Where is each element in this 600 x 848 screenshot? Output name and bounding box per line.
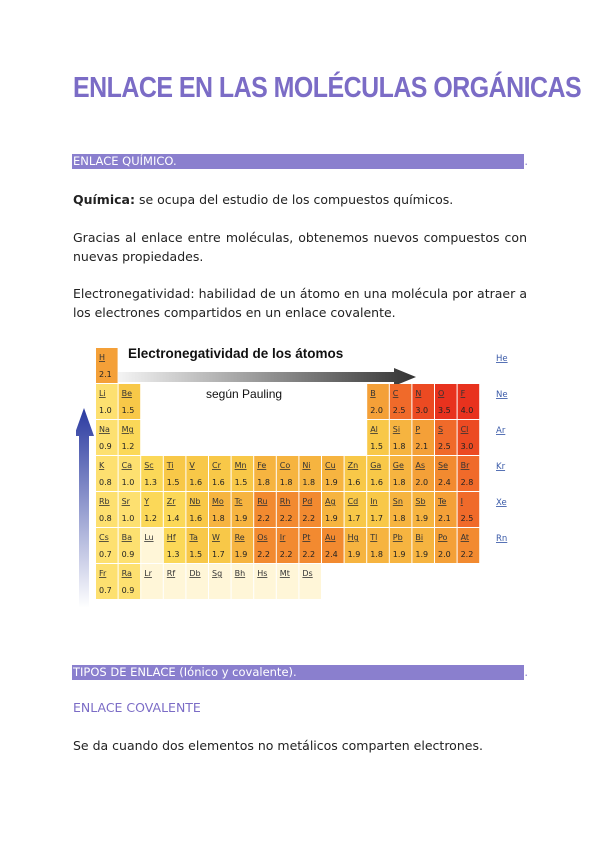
electronegativity-value: 1.9 [392,550,406,559]
term-quimica: Química: [73,192,135,207]
element-symbol: Ge [392,461,404,470]
element-symbol: Cd [347,497,359,506]
element-symbol: W [212,533,220,542]
electronegativity-value: 1.6 [370,478,383,487]
element-symbol: Rh [279,497,291,506]
element-symbol: Bh [234,569,246,578]
electronegativity-value: 1.5 [189,550,203,559]
element-symbol: Au [325,533,336,542]
element-symbol: Hg [347,533,359,542]
element-symbol: Sc [144,461,154,470]
electronegativity-value: 3.0 [460,442,474,451]
electronegativity-value: 1.9 [347,550,361,559]
electronegativity-value: 1.9 [415,550,429,559]
electronegativity-value: 1.8 [279,478,293,487]
electronegativity-value: 1.9 [234,550,248,559]
element-symbol: Ca [121,461,133,470]
element-symbol: Mt [279,569,290,578]
electronegativity-value: 1.9 [325,514,338,523]
paragraph-electronegatividad: Electronegatividad: habilidad de un átomo en una molécula por atraer a los electrones compartidos en un enlace covalente. [73,286,527,320]
element-symbol: Zn [347,461,359,470]
element-symbol: Cr [212,461,221,470]
section-dot: . [524,665,528,679]
electronegativity-value: 1.9 [325,478,338,487]
element-symbol: Ag [325,497,336,506]
element-symbol: Mo [212,497,224,506]
element-symbol: Bi [415,533,424,542]
paragraph-covalente: Se da cuando dos elementos no metálicos comparten electrones. [73,738,483,753]
element-symbol: Se [438,461,448,470]
electronegativity-value: 2.5 [460,514,474,523]
electronegativity-value: 1.8 [392,514,406,523]
electronegativity-table-figure [76,340,520,612]
electronegativity-value: 4.0 [460,406,474,415]
element-symbol: C [392,389,399,398]
electronegativity-value: 1.7 [212,550,225,559]
electronegativity-value: 2.2 [279,550,293,559]
noble-gas-rn: Rn [496,534,508,544]
figure-subtitle: según Pauling [206,387,283,401]
element-symbol: Sr [121,497,130,506]
noble-gas-kr: Kr [496,462,506,472]
subheading-enlace-covalente: ENLACE COVALENTE [73,700,201,715]
element-symbol: Fe [257,461,267,470]
element-symbol: Fr [99,569,107,578]
electronegativity-value: 1.7 [347,514,361,523]
electronegativity-value: 1.5 [166,478,180,487]
element-symbol: Y [144,497,150,506]
electronegativity-value: 1.0 [121,514,135,523]
electronegativity-value: 3.0 [415,406,429,415]
figure-title: Electronegatividad de los átomos [128,346,344,361]
noble-gas-ne: Ne [496,390,508,400]
electronegativity-value: 2.2 [257,514,270,523]
element-symbol: Pb [392,533,403,542]
element-symbol: Hs [257,569,268,578]
element-symbol: N [415,389,422,398]
element-symbol: Po [438,533,448,542]
element-symbol: O [438,389,445,398]
electronegativity-value: 2.2 [460,550,474,559]
electronegativity-value: 2.2 [302,550,316,559]
element-symbol: Sg [212,569,223,578]
electronegativity-value: 2.1 [438,514,451,523]
electronegativity-value: 0.8 [99,514,112,523]
electronegativity-value: 1.5 [234,478,248,487]
electronegativity-value: 2.2 [279,514,293,523]
section-dot: . [524,154,528,168]
electronegativity-value: 1.6 [189,478,203,487]
element-symbol: Te [438,497,447,506]
element-symbol: P [415,425,421,434]
element-symbol: Pd [302,497,313,506]
electronegativity-value: 1.2 [121,442,135,451]
electronegativity-value: 1.8 [212,514,225,523]
element-symbol: Ga [370,461,382,470]
element-symbol: Rb [99,497,110,506]
element-symbol: Cl [460,425,469,434]
section-label: TIPOS DE ENLACE (Iónico y covalente). [73,665,297,679]
element-symbol: Cu [325,461,336,470]
element-symbol: Ti [166,461,174,470]
paragraph-enlace: Gracias al enlace entre moléculas, obtenemos nuevos compuestos con nuevas propiedades. [73,230,527,264]
element-symbol: K [99,461,105,470]
electronegativity-value: 1.8 [257,478,270,487]
element-symbol: Be [121,389,133,398]
electronegativity-value: 1.6 [212,478,225,487]
electronegativity-value: 2.5 [392,406,406,415]
element-symbol: Sb [415,497,426,506]
noble-gas-ar: Ar [496,426,506,436]
section-bar-enlace-quimico [72,154,528,169]
horizontal-arrow [118,368,416,386]
element-symbol: Pt [302,533,311,542]
element-symbol: Br [460,461,470,470]
element-symbol: Db [189,569,201,578]
element-symbol: Zr [166,497,176,506]
electronegativity-value: 1.7 [370,514,383,523]
element-symbol: Ds [302,569,313,578]
electronegativity-value: 1.9 [234,514,248,523]
electronegativity-value: 2.1 [99,370,112,379]
element-symbol: Ir [279,533,286,542]
electronegativity-value: 1.3 [144,478,157,487]
element-symbol: Os [257,533,268,542]
electronegativity-value: 1.6 [189,514,203,523]
electronegativity-value: 1.6 [347,478,361,487]
electronegativity-value: 2.2 [257,550,270,559]
electronegativity-value: 2.0 [415,478,429,487]
electronegativity-value: 0.9 [121,550,135,559]
noble-gas-he: He [496,354,508,364]
periodic-table [76,340,520,612]
element-symbol: Mn [234,461,247,470]
element-symbol: Ra [121,569,132,578]
section-bar-tipos-enlace [72,665,528,680]
electronegativity-value: 0.7 [99,586,112,595]
electronegativity-value: 1.0 [99,406,112,415]
electronegativity-value: 0.7 [99,550,112,559]
document-title: ENLACE EN LAS MOLÉCULAS ORGÁNICAS [73,72,582,104]
element-symbol: B [370,389,376,398]
electronegativity-value: 3.5 [438,406,451,415]
electronegativity-value: 1.5 [370,442,383,451]
electronegativity-value: 1.8 [392,478,406,487]
electronegativity-value: 0.9 [99,442,112,451]
element-symbol: Al [370,425,378,434]
element-symbol: Lr [144,569,152,578]
electronegativity-value: 1.5 [121,406,135,415]
element-symbol: F [460,389,466,398]
vertical-arrow [76,408,94,608]
electronegativity-value: 1.8 [302,478,316,487]
element-symbol: As [415,461,426,470]
element-symbol: Sn [392,497,403,506]
electronegativity-value: 1.8 [392,442,406,451]
electronegativity-value: 2.2 [302,514,316,523]
electronegativity-value: 1.0 [121,478,135,487]
element-symbol: S [438,425,444,434]
electronegativity-value: 0.9 [121,586,135,595]
element-symbol: Li [99,389,106,398]
element-symbol: Tl [370,533,378,542]
electronegativity-value: 2.5 [438,442,451,451]
element-symbol: Ba [121,533,132,542]
element-symbol: In [370,497,378,506]
element-symbol: Na [99,425,110,434]
element-symbol: Ru [257,497,268,506]
noble-gas-xe: Xe [496,498,507,508]
element-symbol: H [99,353,106,362]
electronegativity-value: 2.1 [415,442,429,451]
element-symbol: Co [279,461,291,470]
electronegativity-value: 2.8 [460,478,474,487]
element-symbol: Ta [189,533,198,542]
electronegativity-value: 1.3 [166,550,180,559]
electronegativity-value: 2.4 [438,478,451,487]
electronegativity-value: 2.4 [325,550,338,559]
electronegativity-value: 1.8 [370,550,383,559]
element-symbol: Rf [166,569,176,578]
electronegativity-value: 2.0 [370,406,383,415]
electronegativity-value: 2.0 [438,550,451,559]
element-symbol: Hf [166,533,176,542]
electronegativity-value: 1.9 [415,514,429,523]
section-label: ENLACE QUÍMICO. [73,154,177,168]
electronegativity-value: 1.4 [166,514,180,523]
element-symbol: Nb [189,497,201,506]
element-symbol: Mg [121,425,134,434]
electronegativity-value: 1.2 [144,514,157,523]
element-symbol: Ni [302,461,311,470]
element-symbol: Cs [99,533,109,542]
element-symbol: At [460,533,470,542]
element-symbol: I [460,497,463,506]
element-symbol: Re [234,533,245,542]
electronegativity-value: 0.8 [99,478,112,487]
element-symbol: Si [392,425,401,434]
paragraph-quimica [73,190,527,209]
element-symbol: Tc [234,497,243,506]
element-symbol: Lu [144,533,154,542]
definition-quimica: se ocupa del estudio de los compuestos químicos. [134,192,454,207]
element-symbol: V [189,461,195,470]
